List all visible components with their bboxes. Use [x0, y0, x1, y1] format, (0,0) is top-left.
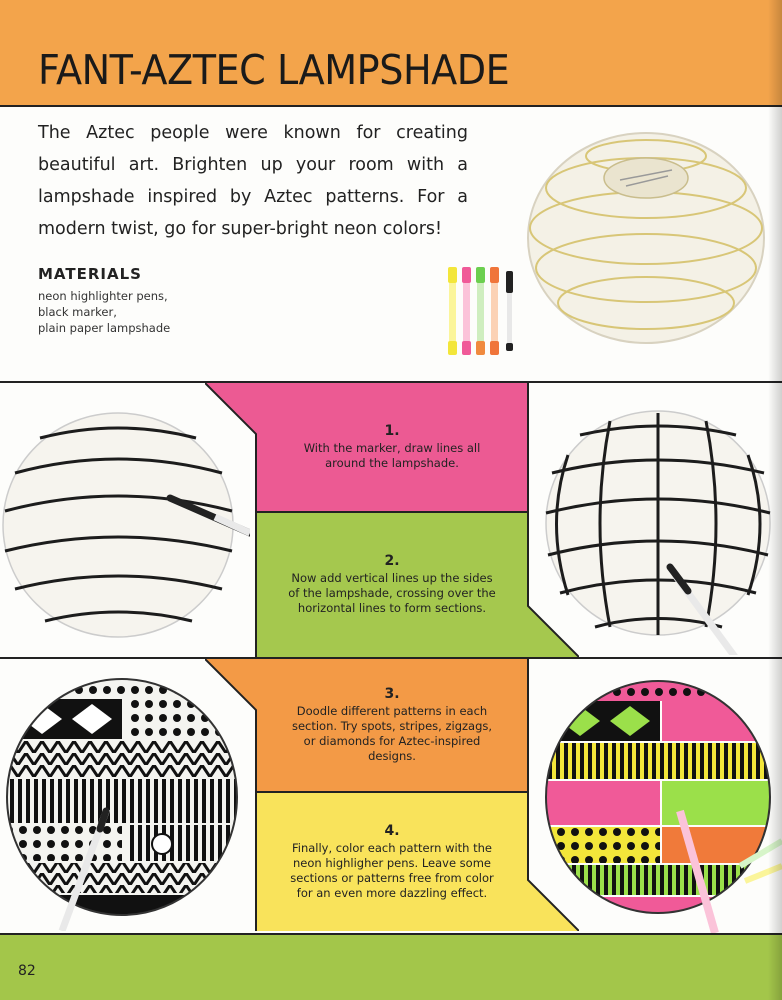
step-number: 3. [384, 685, 400, 702]
step-1-lampshade-image [0, 393, 250, 653]
materials-heading: MATERIALS [38, 265, 142, 283]
page-title: FANT-AZTEC LAMPSHADE [38, 46, 510, 94]
materials-item: neon highlighter pens, [38, 289, 168, 303]
materials-list [38, 288, 170, 336]
step-text: Finally, color each pattern with the neon highligher pens. Leave some sections or patterns free from color for an even more dazzling effect. [290, 840, 494, 900]
step-text: Doodle different patterns in each section. Try spots, stripes, zigzags, or diamonds for Aztec-inspired designs. [291, 703, 493, 763]
step-2-box [257, 513, 527, 657]
materials-item: black marker, [38, 305, 117, 319]
plain-lampshade-image [522, 118, 770, 368]
page-number: 82 [18, 963, 36, 979]
steps-grid [0, 381, 782, 935]
step-number: 2. [384, 553, 400, 569]
step-1-box [257, 383, 527, 511]
materials-item: plain paper lampshade [38, 321, 171, 335]
step-4-box [257, 793, 527, 931]
header-band [0, 0, 782, 107]
step-2-lampshade-image [540, 395, 778, 655]
step-4-lampshade-image [540, 671, 782, 933]
step-number: 4. [384, 822, 400, 839]
book-spine-shadow [768, 0, 782, 1000]
step-number: 1. [384, 422, 400, 439]
intro-paragraph: The Aztec people were known for creating beautiful art. Brighten up your room with a lampshade inspired by Aztec patterns. For a modern twist, go for super-bright neon colors! [38, 123, 468, 239]
footer-band [0, 933, 782, 1000]
step-text: Now add vertical lines up the sides of the lampshade, crossing over the horizontal lines to form sections. [288, 571, 496, 615]
highlighter-pens-image [442, 265, 522, 360]
step-3-box [257, 659, 527, 791]
step-3-lampshade-image [2, 669, 252, 931]
step-text: With the marker, draw lines all around the lampshade. [303, 440, 481, 470]
